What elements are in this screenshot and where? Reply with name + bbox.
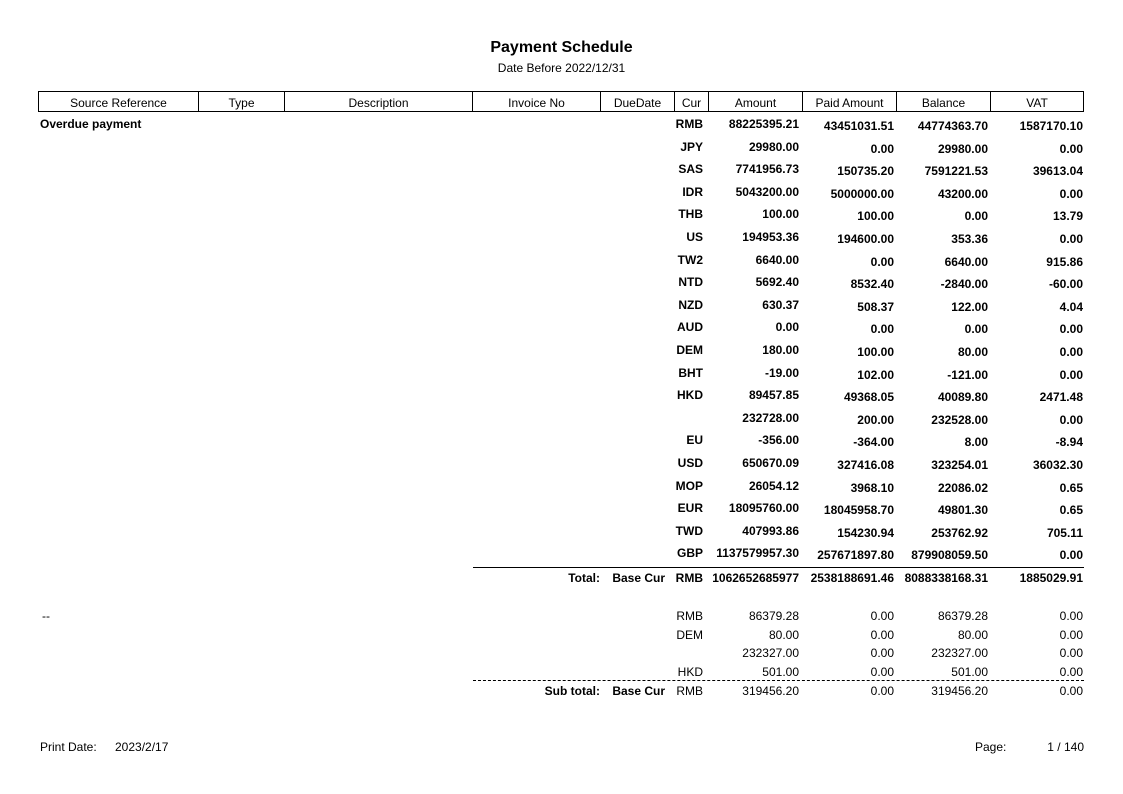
balance-cell: 501.00 xyxy=(951,664,988,679)
header-invoice-no: Invoice No xyxy=(473,92,601,111)
total-rule xyxy=(473,567,1084,568)
paid-amount-cell: 18045958.70 xyxy=(823,503,894,518)
balance-cell: 232327.00 xyxy=(931,646,988,660)
balance-cell: 44774363.70 xyxy=(917,119,988,133)
total-row xyxy=(0,571,1123,585)
section-label-overdue: Overdue payment xyxy=(40,117,142,131)
paid-amount-cell: 194600.00 xyxy=(837,232,894,246)
header-amount: Amount xyxy=(709,92,803,111)
amount-cell: -356.00 xyxy=(758,433,799,448)
table-row xyxy=(0,433,1123,450)
currency-cell: AUD xyxy=(677,320,703,335)
amount-cell: 501.00 xyxy=(762,664,799,679)
table-row xyxy=(0,646,1123,660)
paid-amount-cell: 200.00 xyxy=(857,412,894,427)
vat-cell: 4.04 xyxy=(1059,299,1083,314)
paid-amount-cell: 8532.40 xyxy=(850,277,894,292)
table-row xyxy=(0,609,1123,623)
vat-cell: 0.00 xyxy=(1059,232,1083,246)
paid-amount-cell: 43451031.51 xyxy=(823,119,894,133)
vat-cell: 0.00 xyxy=(1059,664,1083,679)
report-subtitle: Date Before 2022/12/31 xyxy=(497,61,626,75)
paid-amount-cell: 0.00 xyxy=(870,627,894,642)
balance-cell: 40089.80 xyxy=(937,390,988,405)
table-row xyxy=(0,411,1123,425)
currency-cell: EUR xyxy=(677,501,703,516)
currency-cell: IDR xyxy=(682,184,703,199)
paid-amount-cell: -364.00 xyxy=(853,435,894,450)
balance-cell: 253762.92 xyxy=(931,525,988,540)
vat-cell: 0.00 xyxy=(1059,345,1083,359)
table-row xyxy=(0,298,1123,312)
vat-cell: 39613.04 xyxy=(1032,164,1083,179)
vat-cell: 1587170.10 xyxy=(1019,119,1083,133)
paid-amount-cell: 0.00 xyxy=(870,664,894,679)
balance-cell: 323254.01 xyxy=(931,458,988,472)
amount-cell: 80.00 xyxy=(768,627,799,642)
table-row xyxy=(0,185,1123,199)
table-row xyxy=(0,117,1123,131)
amount-cell: -19.00 xyxy=(764,365,799,380)
paid-amount-cell: 0.00 xyxy=(870,254,894,269)
subtotal-label: Sub total: xyxy=(544,684,600,698)
balance-cell: 29980.00 xyxy=(937,141,988,156)
currency-cell: DEM xyxy=(676,627,703,642)
currency-cell: DEM xyxy=(676,343,703,357)
header-vat: VAT xyxy=(1026,96,1048,110)
amount-cell: 232327.00 xyxy=(742,646,799,660)
section-label-dash: -- xyxy=(42,609,50,623)
amount-cell: 7741956.73 xyxy=(735,162,799,177)
balance-cell: 86379.28 xyxy=(937,609,988,623)
balance-cell: 0.00 xyxy=(964,322,988,337)
vat-cell: 0.00 xyxy=(1059,412,1083,427)
currency-cell: TWD xyxy=(675,523,703,538)
header-currency: Cur xyxy=(675,92,709,111)
paid-amount-cell: 0.00 xyxy=(870,646,894,660)
balance-cell: 0.00 xyxy=(964,209,988,224)
subtotal-base-cur: Base Cur xyxy=(612,684,665,698)
currency-cell: GBP xyxy=(676,546,703,561)
currency-cell: RMB xyxy=(676,609,703,623)
amount-cell: 18095760.00 xyxy=(728,501,799,516)
vat-cell: 0.00 xyxy=(1059,186,1083,201)
table-row xyxy=(0,343,1123,357)
paid-amount-cell: 257671897.80 xyxy=(817,548,894,563)
vat-cell: 915.86 xyxy=(1046,254,1083,269)
amount-cell: 194953.36 xyxy=(742,230,799,244)
amount-cell: 5043200.00 xyxy=(735,184,799,199)
currency-cell: US xyxy=(686,230,703,244)
vat-cell: -60.00 xyxy=(1048,277,1083,292)
paid-amount-cell: 102.00 xyxy=(857,367,894,382)
table-row xyxy=(0,524,1123,538)
table-row xyxy=(0,628,1123,642)
currency-cell: JPY xyxy=(680,139,703,154)
amount-cell: 650670.09 xyxy=(742,456,799,470)
paid-amount-cell: 49368.05 xyxy=(843,390,894,405)
vat-cell: 0.65 xyxy=(1059,503,1083,518)
table-row xyxy=(0,501,1123,518)
table-row xyxy=(0,207,1123,224)
table-row xyxy=(0,456,1123,470)
currency-cell: TW2 xyxy=(677,252,703,267)
balance-cell: 49801.30 xyxy=(937,503,988,518)
balance-cell: 80.00 xyxy=(957,345,988,359)
currency-cell: SAS xyxy=(678,162,703,177)
paid-amount-cell: 150735.20 xyxy=(837,164,894,179)
header-source-reference: Source Reference xyxy=(39,92,199,111)
vat-cell: 0.00 xyxy=(1059,609,1083,623)
paid-amount-cell: 327416.08 xyxy=(837,458,894,472)
balance-cell: 6640.00 xyxy=(944,254,988,269)
total-label: Total: xyxy=(568,571,600,585)
paid-amount-cell: 0.00 xyxy=(870,141,894,156)
currency-cell: HKD xyxy=(677,664,703,679)
table-row xyxy=(0,230,1123,244)
table-row xyxy=(0,546,1123,563)
paid-amount-cell: 100.00 xyxy=(857,209,894,224)
amount-cell: 89457.85 xyxy=(748,388,799,403)
currency-cell: HKD xyxy=(677,388,703,403)
amount-cell: 407993.86 xyxy=(742,523,799,538)
balance-cell: 879908059.50 xyxy=(911,548,988,563)
total-vat: 1885029.91 xyxy=(1019,571,1083,585)
vat-cell: 705.11 xyxy=(1046,525,1083,540)
subtotal-balance: 319456.20 xyxy=(931,684,988,698)
currency-cell: USD xyxy=(677,456,703,470)
total-base-cur: Base Cur xyxy=(612,571,665,585)
table-row xyxy=(0,366,1123,380)
total-cur: RMB xyxy=(675,571,703,585)
amount-cell: 26054.12 xyxy=(748,478,799,493)
total-amount: 1062652685977 xyxy=(712,571,799,585)
balance-cell: 353.36 xyxy=(951,232,988,246)
total-paid: 2538188691.46 xyxy=(810,571,894,585)
subtotal-paid: 0.00 xyxy=(870,684,894,698)
amount-cell: 29980.00 xyxy=(748,139,799,154)
currency-cell: THB xyxy=(678,207,703,222)
header-paid-amount: Paid Amount xyxy=(803,92,897,111)
amount-cell: 0.00 xyxy=(775,320,799,335)
column-header-row xyxy=(38,91,1084,112)
amount-cell: 88225395.21 xyxy=(728,117,799,131)
currency-cell: EU xyxy=(686,433,703,448)
page-number: 1 / 140 xyxy=(1047,740,1084,754)
subtotal-row xyxy=(0,684,1123,698)
table-row xyxy=(0,479,1123,493)
vat-cell: 2471.48 xyxy=(1039,390,1083,405)
vat-cell: -8.94 xyxy=(1055,435,1083,450)
vat-cell: 0.00 xyxy=(1059,627,1083,642)
amount-cell: 180.00 xyxy=(762,343,799,357)
vat-cell: 0.00 xyxy=(1059,646,1083,660)
currency-cell: MOP xyxy=(675,478,703,493)
paid-amount-cell: 154230.94 xyxy=(837,525,894,540)
balance-cell: 7591221.53 xyxy=(924,164,988,179)
table-row xyxy=(0,275,1123,292)
paid-amount-cell: 5000000.00 xyxy=(830,186,894,201)
balance-cell: -121.00 xyxy=(947,367,988,382)
vat-cell: 13.79 xyxy=(1052,209,1083,224)
vat-cell: 0.00 xyxy=(1059,141,1083,156)
paid-amount-cell: 0.00 xyxy=(870,609,894,623)
vat-cell: 0.00 xyxy=(1059,322,1083,337)
header-balance: Balance xyxy=(897,92,991,111)
amount-cell: 630.37 xyxy=(762,297,799,312)
page-label: Page: xyxy=(975,740,1007,754)
balance-cell: 80.00 xyxy=(957,627,988,642)
currency-cell: NZD xyxy=(678,297,703,312)
vat-cell: 0.65 xyxy=(1059,480,1083,495)
currency-cell: RMB xyxy=(675,117,703,131)
amount-cell: 232728.00 xyxy=(742,410,799,425)
paid-amount-cell: 3968.10 xyxy=(850,480,894,495)
paid-amount-cell: 0.00 xyxy=(870,322,894,337)
currency-cell: BHT xyxy=(678,365,703,380)
report-title: Payment Schedule xyxy=(490,39,633,56)
subtotal-cur: RMB xyxy=(676,684,703,698)
amount-cell: 6640.00 xyxy=(755,252,799,267)
table-row xyxy=(0,388,1123,405)
amount-cell: 100.00 xyxy=(762,207,799,222)
balance-cell: 122.00 xyxy=(951,299,988,314)
table-row xyxy=(0,320,1123,337)
table-row xyxy=(0,665,1123,679)
print-date-label: Print Date: xyxy=(40,740,97,754)
balance-cell: 43200.00 xyxy=(937,186,988,201)
subtotal-rule xyxy=(473,680,1084,681)
paid-amount-cell: 508.37 xyxy=(857,299,894,314)
vat-cell: 0.00 xyxy=(1059,548,1083,563)
currency-cell: NTD xyxy=(678,275,703,290)
vat-cell: 0.00 xyxy=(1059,367,1083,382)
balance-cell: 22086.02 xyxy=(937,480,988,495)
paid-amount-cell: 100.00 xyxy=(857,345,894,359)
table-row xyxy=(0,253,1123,267)
header-description: Description xyxy=(285,92,473,111)
vat-cell: 36032.30 xyxy=(1032,458,1083,472)
amount-cell: 5692.40 xyxy=(755,275,799,290)
balance-cell: 8.00 xyxy=(964,435,988,450)
table-row xyxy=(0,162,1123,179)
balance-cell: 232528.00 xyxy=(931,412,988,427)
amount-cell: 86379.28 xyxy=(748,609,799,623)
header-due-date: DueDate xyxy=(601,92,675,111)
subtotal-vat: 0.00 xyxy=(1059,684,1083,698)
subtotal-amount: 319456.20 xyxy=(742,684,799,698)
total-balance: 8088338168.31 xyxy=(904,571,988,585)
table-row xyxy=(0,140,1123,154)
print-date-value: 2023/2/17 xyxy=(115,740,169,754)
balance-cell: -2840.00 xyxy=(940,277,988,292)
header-type: Type xyxy=(199,92,285,111)
amount-cell: 1137579957.30 xyxy=(716,546,799,561)
